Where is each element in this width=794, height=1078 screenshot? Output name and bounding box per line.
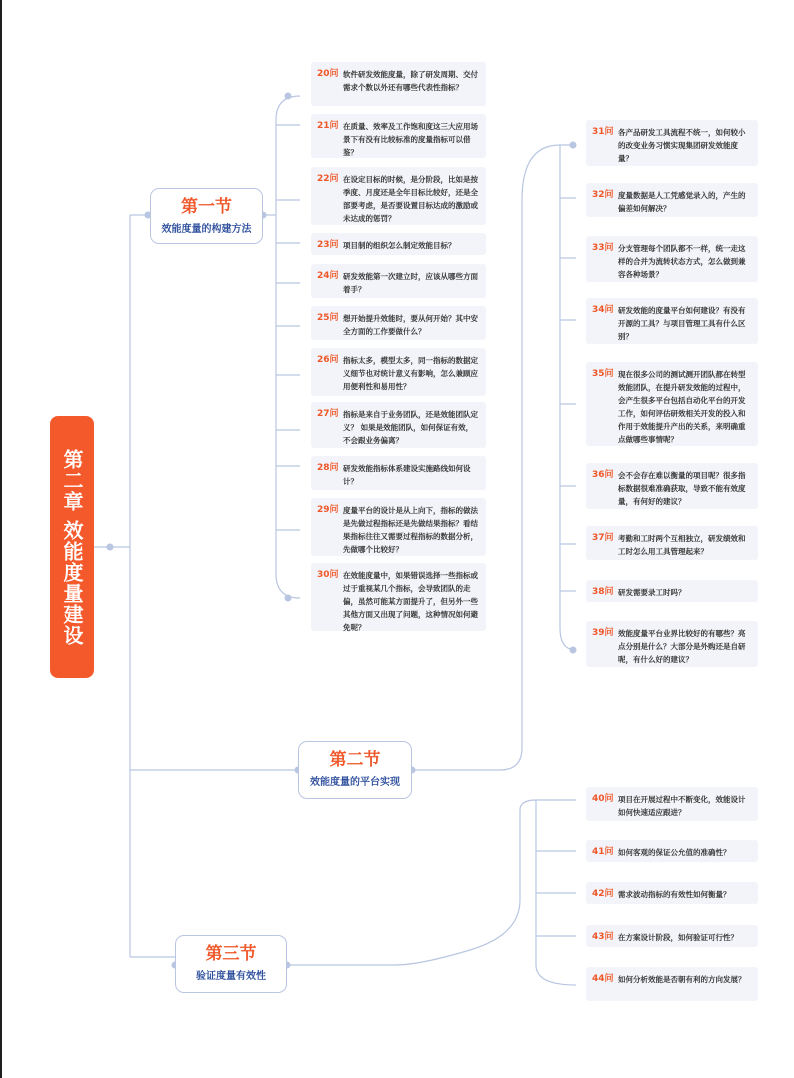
question-number: 33问 (592, 243, 614, 253)
section-3-subtitle: 验证度量有效性 (196, 971, 266, 982)
question-item-21[interactable] (311, 114, 486, 158)
question-item-29[interactable] (311, 498, 486, 556)
question-text: 在方案设计阶段，如何验证可行性？ (618, 933, 738, 942)
question-item-38[interactable] (586, 580, 758, 602)
question-text: 指标太多，模型太多，同一指标的数据定义细节也对统计意义有影响，怎么兼顾应用便利性和易用性？ (343, 356, 478, 391)
question-text: 项目制的组织怎么制定效能目标？ (343, 241, 456, 250)
question-item-33[interactable] (586, 236, 758, 282)
question-number: 41问 (592, 847, 614, 857)
question-number: 34问 (592, 305, 614, 315)
question-item-35[interactable] (586, 362, 758, 446)
section-1-subtitle: 效能度量的构建方法 (161, 224, 252, 235)
node-dot-s1-bottom (285, 595, 292, 602)
question-number: 30问 (317, 570, 339, 580)
question-number: 44问 (592, 974, 614, 984)
question-item-44[interactable] (586, 967, 758, 1001)
question-number: 22问 (317, 174, 339, 184)
question-item-30[interactable] (311, 563, 486, 631)
question-text: 度量数据是人工凭感觉录入的，产生的偏差如何解决？ (618, 191, 746, 213)
question-number: 20问 (317, 69, 339, 79)
node-dot-chapter (107, 544, 114, 551)
question-number: 31问 (592, 127, 614, 137)
question-item-37[interactable] (586, 526, 758, 560)
question-text: 在质量、效率及工作饱和度这三大应用场景下有没有比较标准的度量指标可以借鉴？ (343, 122, 478, 157)
node-dot-s1-top (285, 93, 292, 100)
connector-s1-branches (263, 96, 300, 598)
question-number: 26问 (317, 355, 339, 365)
question-item-20[interactable] (311, 62, 486, 106)
question-number: 25问 (317, 313, 339, 323)
question-item-36[interactable] (586, 463, 758, 509)
question-text: 会不会存在难以衡量的项目呢？很多指标数据很难准确获取，导致不能有效度量，有何好的建议？ (618, 471, 746, 506)
section-1-node[interactable] (150, 188, 263, 244)
node-dot-s2-bottom (570, 647, 577, 654)
question-number: 21问 (317, 121, 339, 131)
question-number: 28问 (317, 463, 339, 473)
question-number: 32问 (592, 190, 614, 200)
question-text: 分支管理每个团队都不一样，统一走这样的合并为流转状态方式，怎么做到兼容各种场景？ (618, 244, 746, 279)
question-item-24[interactable] (311, 264, 486, 298)
question-number: 37问 (592, 533, 614, 543)
question-text: 指标是来自于业务团队，还是效能团队定义？ 如果是效能团队，如何保证有效，不会跟业务偏离？ (343, 410, 478, 445)
question-text: 在效能度量中，如果错误选择一些指标或过于重视某几个指标，会导致团队的走偏，虽然可能某方面提升了，但另外一些其他方面又出现了问题，这种情况如何避免呢？ (343, 571, 478, 632)
section-3-title: 第三节 (205, 944, 257, 964)
question-item-23[interactable] (311, 233, 486, 255)
question-item-27[interactable] (311, 402, 486, 448)
section-3-node[interactable] (175, 935, 287, 993)
question-number: 36问 (592, 470, 614, 480)
question-text: 研发效能指标体系建设实施路线如何设计？ (343, 464, 471, 486)
question-item-40[interactable] (586, 787, 758, 821)
question-item-25[interactable] (311, 306, 486, 340)
question-number: 27问 (317, 409, 339, 419)
question-text: 效能度量平台业界比较好的有哪些？亮点分别是什么？大部分是外购还是自研呢，有什么好的建议？ (618, 629, 746, 664)
question-text: 如何客观的保证公允值的准确性？ (618, 848, 731, 857)
question-text: 度量平台的设计是从上向下，指标的做法是先做过程指标还是先做结果指标？看结果指标往往又需要过程指标的数据分析，先做哪个比较好？ (343, 506, 478, 554)
question-item-42[interactable] (586, 882, 758, 904)
question-text: 在设定目标的时候，是分阶段，比如是按季度、月度还是全年目标比较好，还是全部要考虑，是否要设置目标达成的激励或未达成的惩罚？ (343, 175, 478, 223)
question-item-41[interactable] (586, 840, 758, 862)
question-text: 研发效能第一次建立时，应该从哪些方面着手？ (343, 272, 478, 294)
question-text: 考勤和工时两个互相独立，研发绩效和工时怎么用工具管理起来？ (618, 534, 746, 556)
question-number: 23问 (317, 240, 339, 250)
question-text: 如何分析效能是否朝有利的方向发展？ (618, 975, 746, 984)
question-number: 24问 (317, 271, 339, 281)
section-1-title: 第一节 (181, 197, 232, 217)
question-number: 40问 (592, 794, 614, 804)
node-dot-s2-top (570, 142, 577, 149)
question-item-31[interactable] (586, 120, 758, 166)
question-number: 42问 (592, 889, 614, 899)
question-text: 需求波动指标的有效性如何衡量？ (618, 890, 731, 899)
question-text: 现在很多公司的测试测开团队都在转型效能团队，在提升研发效能的过程中，会产生很多平台包括自动化平台的开发工作，如何评估研效相关开发的投入和作用于效能提升产出的关系，来明确重点做哪些事情呢？ (618, 370, 746, 444)
question-number: 29问 (317, 505, 339, 515)
question-text: 研发效能的度量平台如何建设？有没有开源的工具？与项目管理工具有什么区别？ (618, 306, 746, 341)
question-text: 各产品研发工具流程不统一，如何较小的改变业务习惯实现集团研发效能度量？ (618, 128, 746, 163)
connector-chapter-trunk (94, 215, 130, 957)
section-2-title: 第二节 (329, 750, 381, 770)
question-number: 35问 (592, 369, 614, 379)
question-text: 软件研发效能度量，除了研发周期、交付需求个数以外还有哪些代表性指标？ (343, 70, 478, 92)
question-number: 38问 (592, 587, 614, 597)
question-text: 项目在开展过程中不断变化，效能设计如何快速适应跟进？ (618, 795, 746, 817)
question-item-22[interactable] (311, 167, 486, 225)
question-item-39[interactable] (586, 621, 758, 667)
question-text: 想开始提升效能时，要从何开始？其中安全方面的工作要做什么？ (343, 314, 478, 336)
question-item-28[interactable] (311, 456, 486, 490)
question-number: 39问 (592, 628, 614, 638)
question-text: 研发需要录工时吗？ (618, 588, 686, 597)
section-2-subtitle: 效能度量的平台实现 (310, 777, 400, 788)
section-2-node[interactable] (298, 741, 412, 799)
question-item-26[interactable] (311, 348, 486, 396)
question-item-34[interactable] (586, 298, 758, 344)
connector-s3-branches (287, 800, 576, 985)
chapter-title: 第二章 效能度量建设 (50, 416, 94, 678)
question-number: 43问 (592, 932, 614, 942)
question-item-32[interactable] (586, 183, 758, 217)
question-item-43[interactable] (586, 925, 758, 947)
